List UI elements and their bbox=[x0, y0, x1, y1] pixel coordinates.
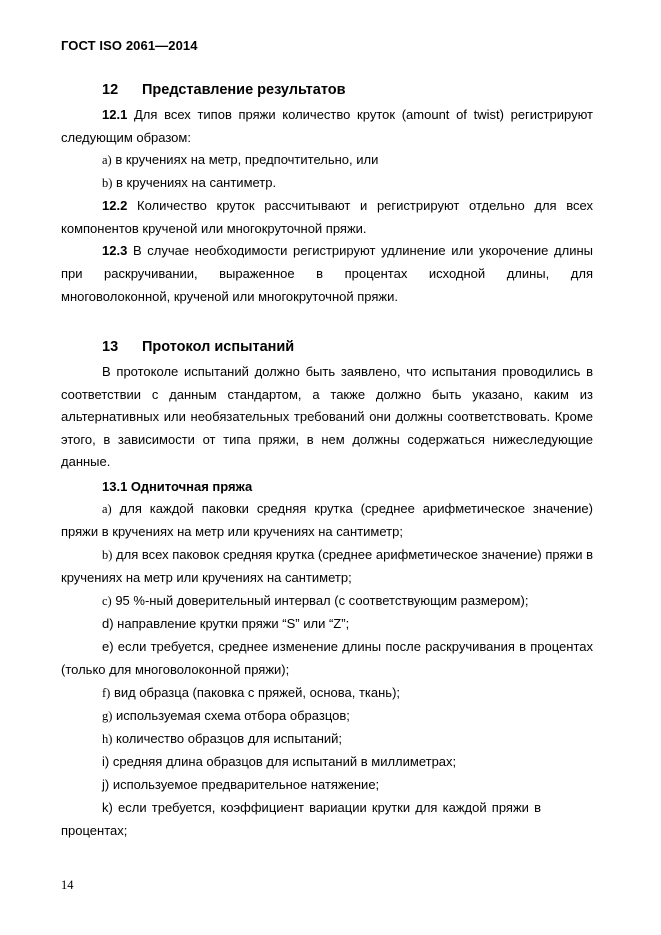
list-item-text: если требуется, среднее изменение длины после раскручивания в процентах (только для многоволоконной пряжи); bbox=[61, 639, 593, 677]
section-13-number: 13 bbox=[102, 339, 119, 355]
list-item-12-b bbox=[61, 172, 593, 195]
paragraph-12-2-text: Количество круток рассчитывают и регистрируют отдельно для всех компонентов крученой или многокруточной пряжи. bbox=[61, 198, 593, 236]
list-marker: a) bbox=[102, 153, 112, 167]
list-marker: b) bbox=[102, 548, 113, 562]
list-item-text: если требуется, коэффициент вариации крутки для каждой пряжи в процентах; bbox=[61, 800, 541, 838]
paragraph-12-3-number: 12.3 bbox=[102, 243, 128, 258]
section-12-number: 12 bbox=[102, 82, 119, 98]
section-13-intro: В протоколе испытаний должно быть заявлено, что испытания проводились в соответствии с данным стандартом, а также должно быть указано, каким из альтернативных или необязательных требований они должны соответствовать. Кроме этого, в зависимости от типа пряжи, в нем должны содержаться нижеследующие данные. bbox=[61, 364, 593, 469]
list-item-13-j bbox=[61, 774, 593, 797]
list-item-13-f bbox=[61, 682, 593, 705]
list-marker: j) bbox=[102, 777, 110, 792]
paragraph-12-3-continuation: многоволоконной, крученой или многокруточной пряжи. bbox=[61, 289, 398, 304]
list-item-text: используемое предварительное натяжение; bbox=[109, 777, 380, 792]
list-item-text: направление крутки пряжи “S” или “Z”; bbox=[113, 616, 350, 631]
list-item-text: для каждой паковки средняя крутка (среднее арифметическое значение) пряжи в кручениях на метр или кручениях на сантиметр; bbox=[61, 501, 593, 539]
list-item-text: вид образца (паковка с пряжей, основа, ткань); bbox=[110, 685, 401, 700]
list-item-text: 95 %-ный доверительный интервал (с соответствующим размером); bbox=[111, 593, 529, 608]
list-item-12-a bbox=[61, 149, 593, 172]
list-item-text: количество образцов для испытаний; bbox=[112, 731, 343, 746]
list-item-13-c bbox=[61, 590, 593, 613]
page-number: 14 bbox=[61, 878, 74, 892]
list-item-13-e bbox=[61, 636, 593, 681]
list-item-text: в кручениях на метр, предпочтительно, или bbox=[111, 152, 379, 167]
list-item-13-i bbox=[61, 751, 593, 774]
section-12-heading bbox=[102, 82, 346, 98]
paragraph-12-1-text: Для всех типов пряжи количество круток (amount of twist) регистрируют следующим образом: bbox=[61, 107, 593, 145]
list-item-13-g bbox=[61, 705, 593, 728]
section-13-heading bbox=[102, 339, 294, 355]
paragraph-12-3 bbox=[61, 240, 593, 285]
section-13-title: Протокол испытаний bbox=[142, 339, 295, 355]
list-marker: h) bbox=[102, 732, 113, 746]
paragraph-12-1-number: 12.1 bbox=[102, 107, 128, 122]
paragraph-12-2-number: 12.2 bbox=[102, 198, 128, 213]
list-item-13-h bbox=[61, 728, 593, 751]
paragraph-12-1 bbox=[61, 104, 593, 149]
section-12-title: Представление результатов bbox=[142, 82, 346, 98]
list-marker: a) bbox=[102, 502, 112, 516]
list-item-text: для всех паковок средняя крутка (среднее арифметическое значение) пряжи в кручениях на метр или кручениях на сантиметр; bbox=[61, 547, 593, 585]
list-item-text: в кручениях на сантиметр. bbox=[112, 175, 277, 190]
list-item-text: средняя длина образцов для испытаний в миллиметрах; bbox=[109, 754, 457, 769]
list-item-13-k bbox=[61, 797, 541, 842]
paragraph-12-2 bbox=[61, 195, 593, 240]
list-item-13-b bbox=[61, 544, 593, 589]
list-marker: c) bbox=[102, 594, 112, 608]
list-marker: g) bbox=[102, 709, 113, 723]
paragraph-12-3-text: В случае необходимости регистрируют удлинение или укорочение длины при раскручивании, выраженное в процентах исходной длины, для bbox=[61, 243, 593, 281]
list-marker: i) bbox=[102, 754, 110, 769]
subsection-13-1-heading: 13.1 Одниточная пряжа bbox=[102, 479, 253, 494]
list-item-13-d bbox=[61, 613, 593, 636]
list-marker: f) bbox=[102, 686, 111, 700]
list-marker: b) bbox=[102, 176, 113, 190]
list-item-13-a bbox=[61, 498, 593, 543]
list-marker: k) bbox=[102, 800, 113, 815]
list-marker: d) bbox=[102, 616, 114, 631]
standard-header: ГОСТ ISO 2061—2014 bbox=[61, 38, 198, 53]
list-marker: е) bbox=[102, 639, 114, 654]
list-item-text: используемая схема отбора образцов; bbox=[112, 708, 350, 723]
